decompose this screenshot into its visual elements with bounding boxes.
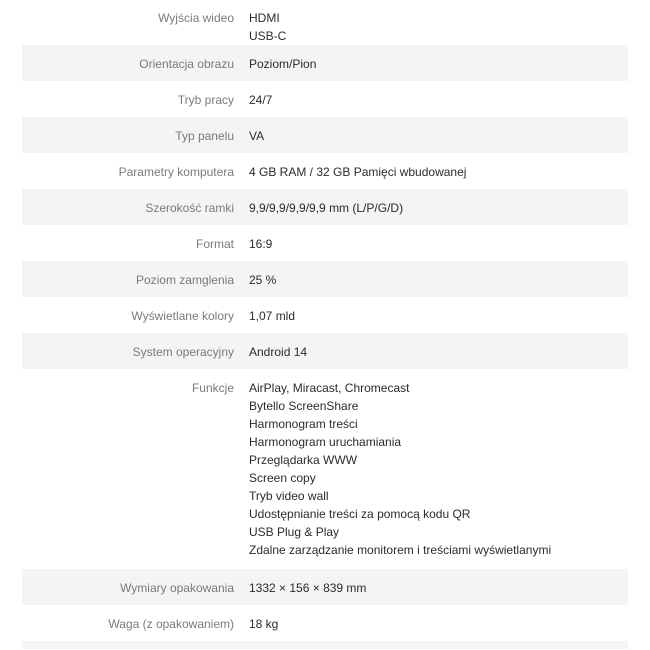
spec-row-bezel-width xyxy=(22,189,628,225)
spec-row-displayed-colors xyxy=(22,297,628,333)
spec-value: 16:9 xyxy=(249,237,273,251)
spec-label: Parametry komputera xyxy=(118,165,234,179)
spec-value: Udostępnianie treści za pomocą kodu QR xyxy=(249,507,471,521)
spec-value: Przeglądarka WWW xyxy=(249,453,358,467)
spec-label: Wyjścia wideo xyxy=(158,11,234,25)
spec-label: Typ panelu xyxy=(175,129,234,143)
spec-values xyxy=(249,379,628,559)
spec-label: Orientacja obrazu xyxy=(139,57,234,71)
spec-label: Szerokość ramki xyxy=(145,201,234,215)
spec-value: VA xyxy=(249,129,265,143)
spec-value: Poziom/Pion xyxy=(249,57,317,71)
spec-row-image-orientation xyxy=(22,45,628,81)
spec-label: Tryb pracy xyxy=(177,93,234,107)
spec-values xyxy=(249,579,628,597)
spec-values xyxy=(249,235,628,253)
spec-value: USB-C xyxy=(249,29,287,43)
spec-values xyxy=(249,199,628,217)
spec-values xyxy=(249,271,628,289)
spec-row-features xyxy=(22,369,628,569)
spec-value: USB Plug & Play xyxy=(249,525,340,539)
spec-value: 24/7 xyxy=(249,93,273,107)
spec-row-package-dimensions xyxy=(22,569,628,605)
spec-values xyxy=(249,307,628,325)
spec-value: Bytello ScreenShare xyxy=(249,399,359,413)
spec-row-partial xyxy=(22,641,628,649)
spec-value: Harmonogram uruchamiania xyxy=(249,435,402,449)
spec-row-weight-with-packaging xyxy=(22,605,628,641)
spec-value: 1332 × 156 × 839 mm xyxy=(249,581,367,595)
spec-label: Format xyxy=(195,237,234,251)
spec-row-computer-parameters xyxy=(22,153,628,189)
spec-values xyxy=(249,55,628,73)
spec-value: 4 GB RAM / 32 GB Pamięci wbudowanej xyxy=(249,165,467,179)
spec-value: Screen copy xyxy=(249,471,316,485)
spec-row-operating-mode xyxy=(22,81,628,117)
spec-label: Poziom zamglenia xyxy=(135,273,234,287)
spec-values xyxy=(249,127,628,145)
spec-label: Funkcje xyxy=(191,381,234,395)
spec-values xyxy=(249,343,628,361)
spec-value: AirPlay, Miracast, Chromecast xyxy=(249,381,410,395)
spec-label: Waga (z opakowaniem) xyxy=(108,617,234,631)
spec-row-haze-level xyxy=(22,261,628,297)
spec-value: 1,07 mld xyxy=(249,309,296,323)
spec-value: 25 % xyxy=(249,273,277,287)
spec-values xyxy=(249,163,628,181)
spec-values xyxy=(249,615,628,633)
spec-row-operating-system xyxy=(22,333,628,369)
spec-label: Wymiary opakowania xyxy=(120,581,234,595)
spec-value: Harmonogram treści xyxy=(249,417,358,431)
spec-row-format xyxy=(22,225,628,261)
spec-value: 18 kg xyxy=(249,617,279,631)
spec-row-video-outputs xyxy=(22,0,628,45)
spec-values xyxy=(249,9,628,45)
spec-table xyxy=(22,0,628,649)
spec-value: HDMI xyxy=(249,11,280,25)
spec-label: System operacyjny xyxy=(132,345,234,359)
spec-values xyxy=(249,91,628,109)
spec-row-panel-type xyxy=(22,117,628,153)
spec-value: Zdalne zarządzanie monitorem i treściami wyświetlanymi xyxy=(249,543,552,557)
spec-label: Wyświetlane kolory xyxy=(131,309,234,323)
spec-value: 9,9/9,9/9,9/9,9 mm (L/P/G/D) xyxy=(249,201,404,215)
spec-value: Android 14 xyxy=(249,345,308,359)
spec-value: Tryb video wall xyxy=(249,489,329,503)
